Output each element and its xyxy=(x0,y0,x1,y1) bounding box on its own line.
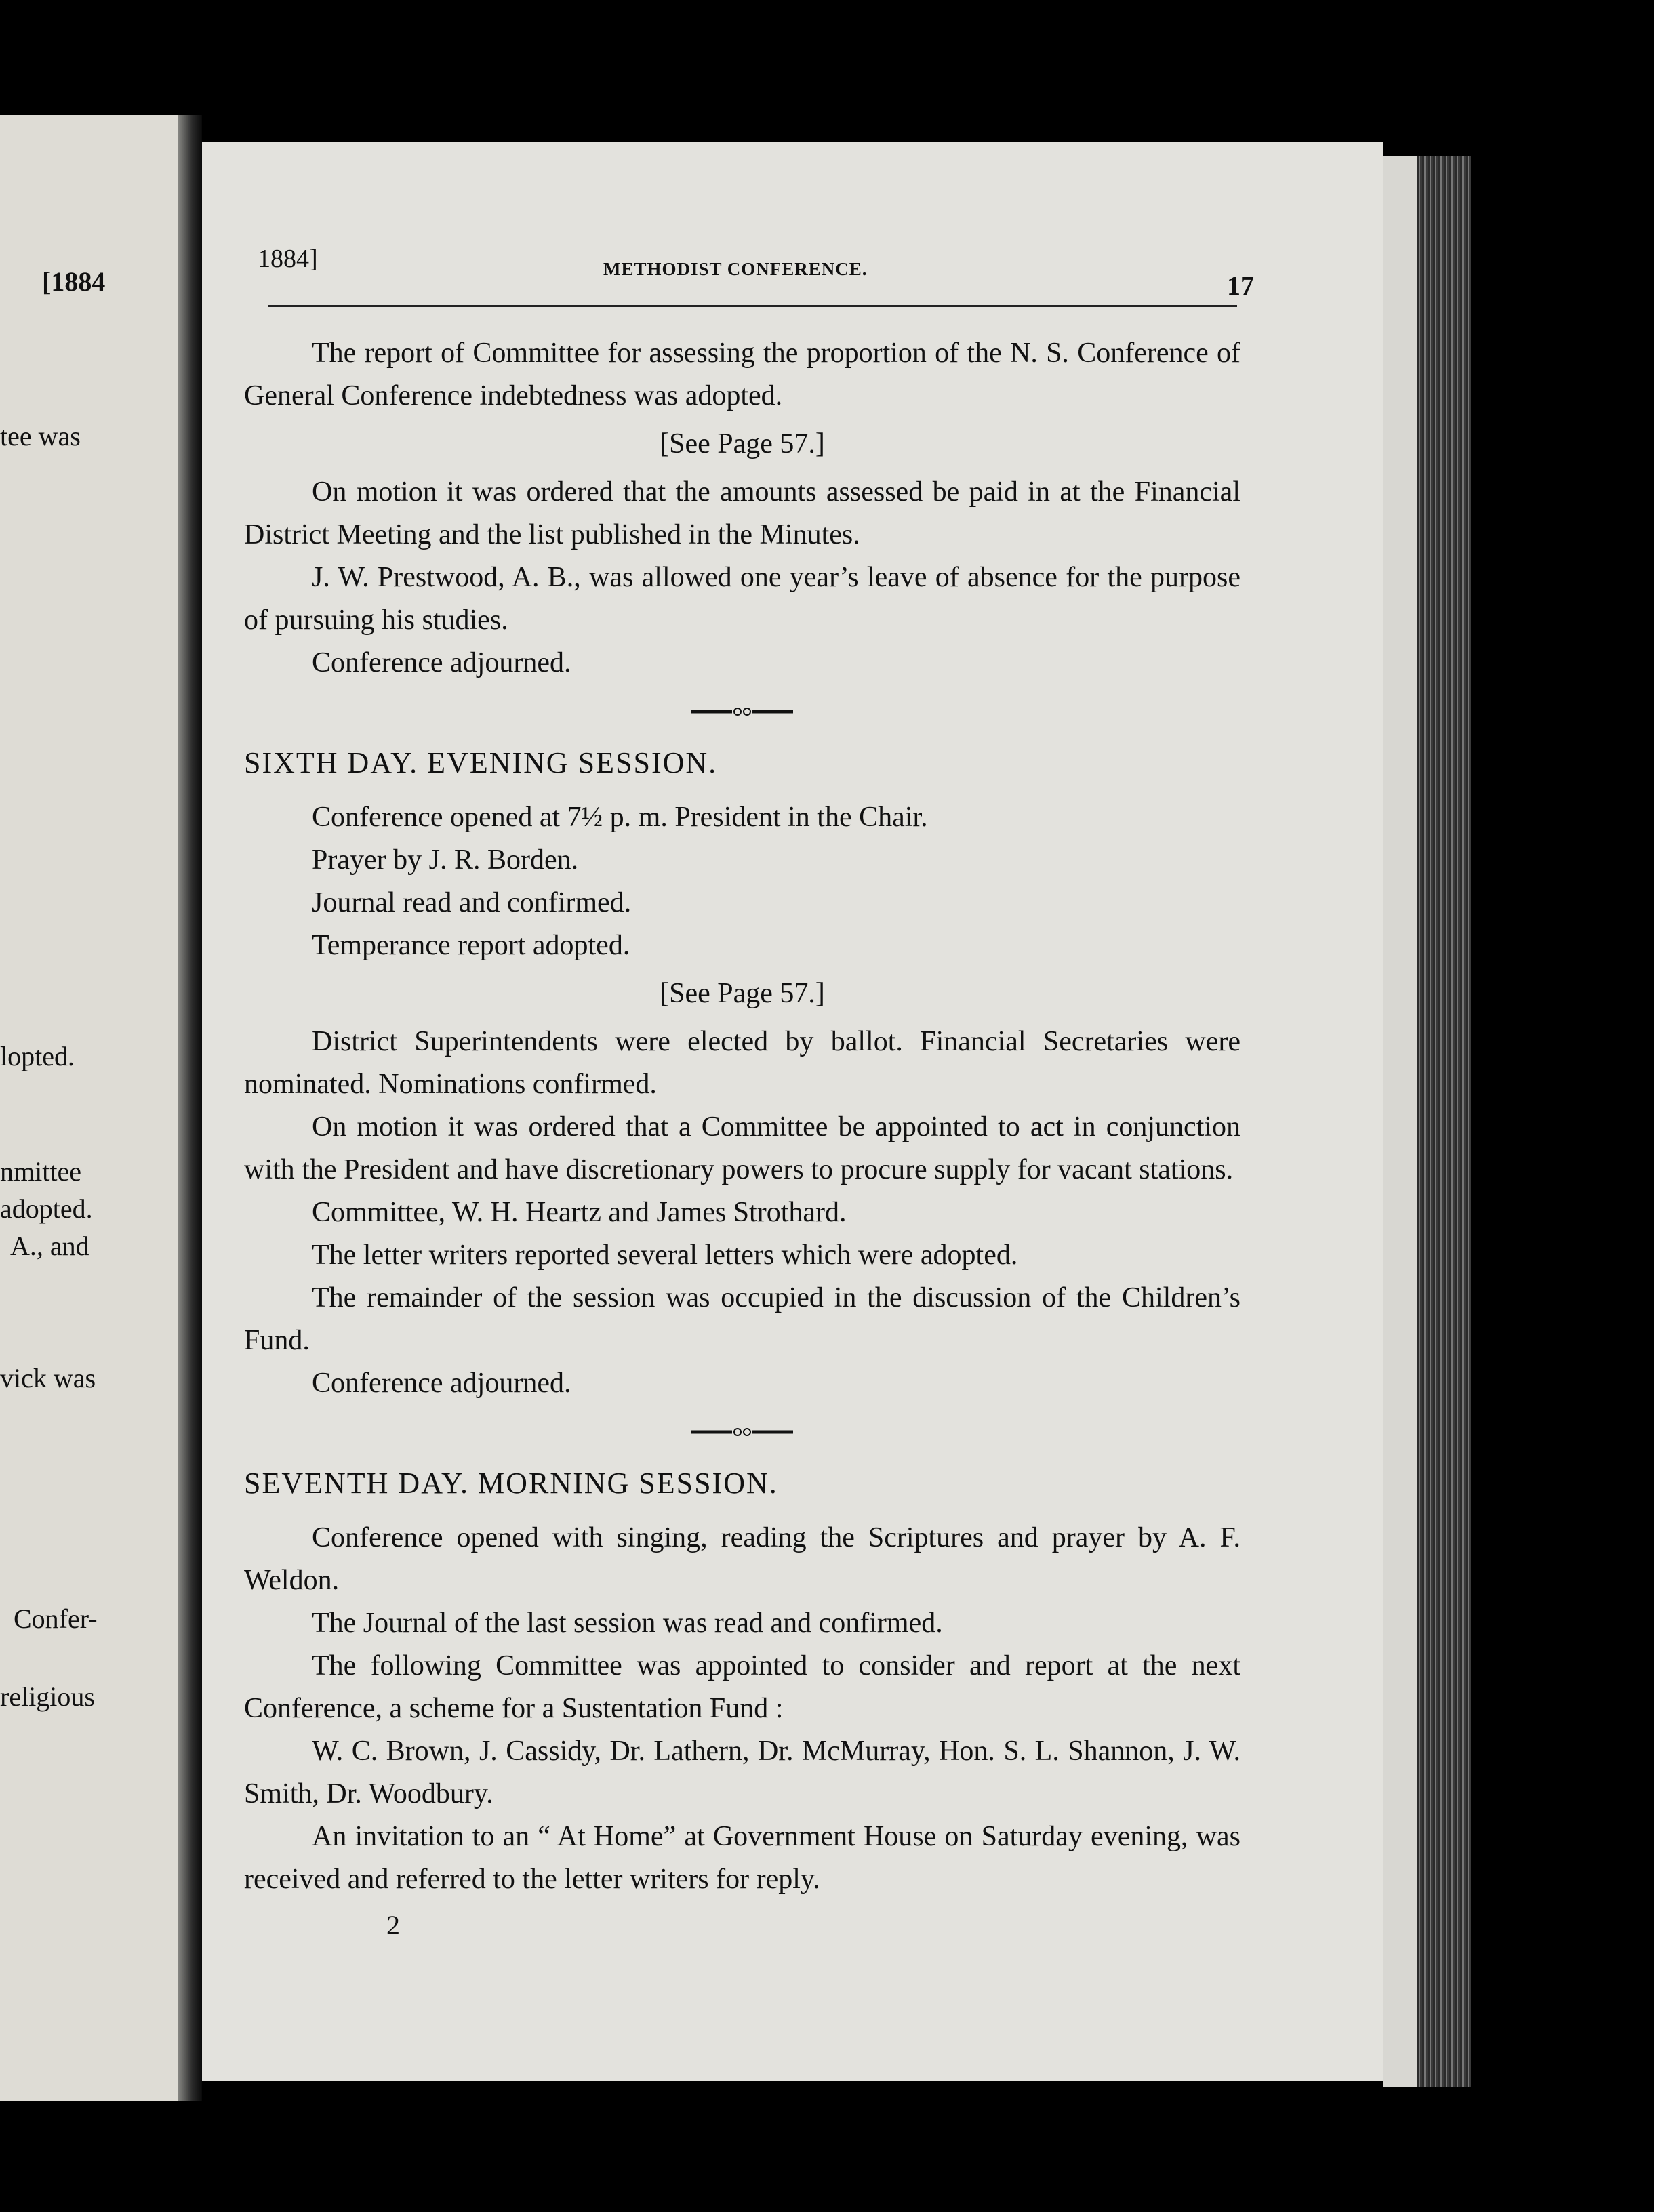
running-header xyxy=(258,244,1254,301)
paragraph: The report of Committee for assessing the proportion of the N. S. Conference of General Conference indebtedness was adopted. xyxy=(244,337,1240,411)
paragraph: On motion it was ordered that the amounts assessed be paid in at the Financial District Meeting and the list published in the Minutes. xyxy=(244,476,1240,550)
page-reference: [See Page 57.] xyxy=(660,978,825,1009)
signature-mark: 2 xyxy=(386,1910,400,1940)
paragraph: Temperance report adopted. xyxy=(312,930,630,961)
paragraph: The remainder of the session was occupied in the discussion of the Children’s Fund. xyxy=(244,1282,1240,1356)
paragraph: Journal read and confirmed. xyxy=(312,887,632,918)
book-gutter xyxy=(178,115,202,2101)
left-page xyxy=(0,115,183,2101)
paragraph: On motion it was ordered that a Committee be appointed to act in conjunction with the President and have discretionary powers to procure supply for vacant stations. xyxy=(244,1111,1240,1185)
section-ornament xyxy=(691,705,793,718)
paragraph: Conference adjourned. xyxy=(312,1368,571,1399)
section-heading: SEVENTH DAY. MORNING SESSION. xyxy=(244,1467,778,1500)
left-page-fragment: lopted. xyxy=(0,1041,75,1071)
paragraph: The following Committee was appointed to consider and report at the next Conference, a scheme for a Sustentation Fund : xyxy=(244,1650,1240,1724)
book-page-edges xyxy=(1417,156,1471,2087)
paragraph: Conference opened at 7½ p. m. President in the Chair. xyxy=(312,802,928,833)
paragraph: Conference opened with singing, reading the Scriptures and prayer by A. F. Weldon. xyxy=(244,1522,1240,1596)
paragraph: The Journal of the last session was read and confirmed. xyxy=(312,1607,943,1639)
paragraph: J. W. Prestwood, A. B., was allowed one year’s leave of absence for the purpose of pursuing his studies. xyxy=(244,562,1240,636)
page-number: 17 xyxy=(1227,270,1254,301)
paragraph: Prayer by J. R. Borden. xyxy=(312,844,579,876)
section-heading: SIXTH DAY. EVENING SESSION. xyxy=(244,746,718,779)
section-ornament xyxy=(691,1425,793,1439)
left-page-fragment: vick was xyxy=(0,1363,96,1393)
left-page-fragment: A., and xyxy=(10,1231,89,1261)
left-page-fragment: Confer- xyxy=(14,1603,98,1634)
paragraph: W. C. Brown, J. Cassidy, Dr. Lathern, Dr. McMurray, Hon. S. L. Shannon, J. W. Smith, Dr. Woodbury. xyxy=(244,1736,1240,1809)
paragraph: Conference adjourned. xyxy=(312,647,571,678)
paragraph: District Superintendents were elected by ballot. Financial Secretaries were nominated. Nominations confirmed. xyxy=(244,1026,1240,1100)
header-year: 1884] xyxy=(258,245,318,273)
paragraph: An invitation to an “ At Home” at Government House on Saturday evening, was received and referred to the letter writers for reply. xyxy=(244,1821,1240,1895)
left-page-fragment: religious xyxy=(0,1681,95,1712)
paragraph: The letter writers reported several letters which were adopted. xyxy=(312,1240,1018,1271)
header-title: METHODIST CONFERENCE. xyxy=(603,259,868,279)
left-page-fragment: tee was xyxy=(0,421,81,451)
page-margin xyxy=(1383,156,1417,2087)
page-body xyxy=(244,332,1240,1946)
left-page-fragment: nmittee xyxy=(0,1156,81,1187)
paragraph: Committee, W. H. Heartz and James Strothard. xyxy=(312,1197,847,1228)
left-page-fragment: adopted. xyxy=(0,1193,93,1224)
header-rule xyxy=(268,305,1237,307)
left-page-header-year: [1884 xyxy=(42,266,106,297)
page-reference: [See Page 57.] xyxy=(660,428,825,459)
